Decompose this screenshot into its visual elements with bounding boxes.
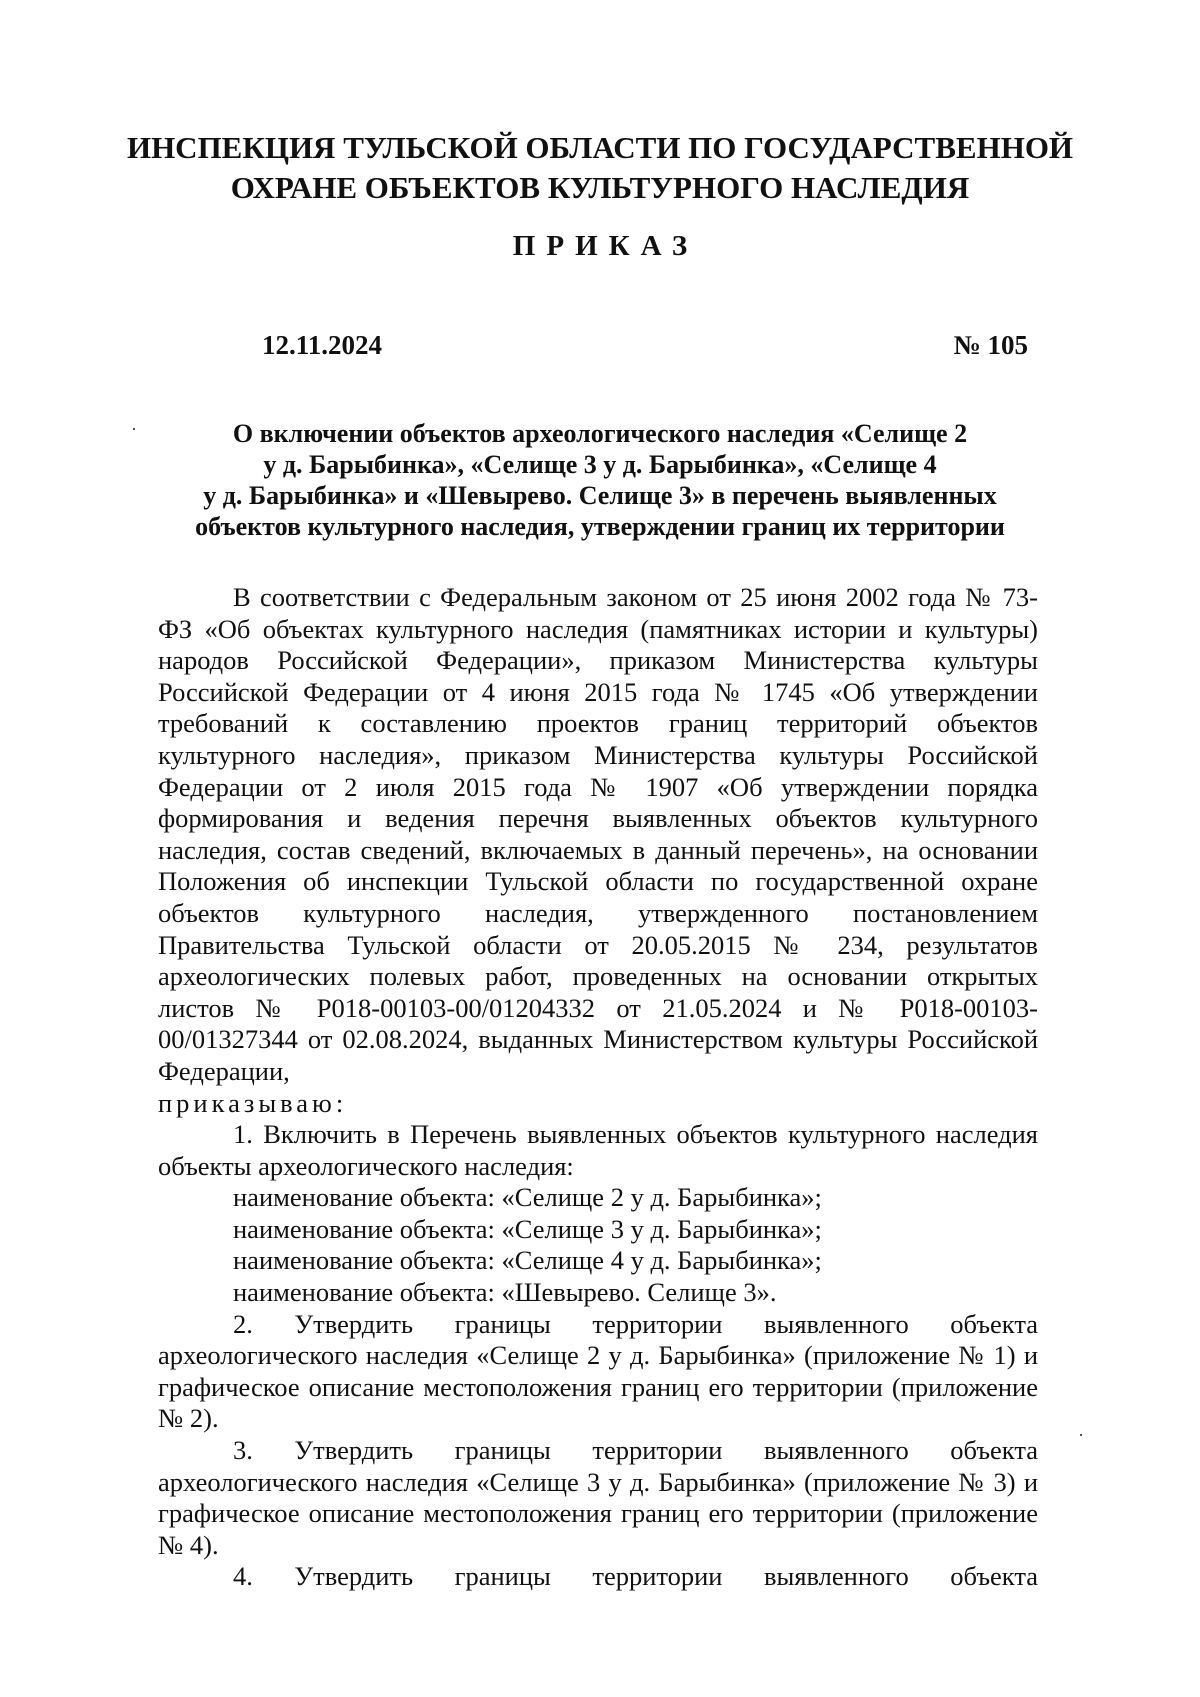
object-name-line-2: наименование объекта: «Селище 3 у д. Барыбинка»;: [233, 1213, 822, 1244]
scan-speck: [133, 428, 135, 430]
object-name-line-3: наименование объекта: «Селище 4 у д. Барыбинка»;: [233, 1245, 822, 1276]
document-type-title: ПРИКАЗ: [512, 230, 699, 262]
subject-line-3: у д. Барыбинка» и «Шевырево. Селище 3» в перечень выявленных: [203, 481, 997, 510]
document-subject: [0, 418, 1200, 542]
subject-line-1: О включении объектов археологического наследия «Селище 2: [232, 419, 968, 448]
organization-line-2: ОХРАНЕ ОБЪЕКТОВ КУЛЬТУРНОГО НАСЛЕДИЯ: [230, 170, 970, 205]
preamble-paragraph: В соответствии с Федеральным законом от 25 июня 2002 года № 73-ФЗ «Об объектах культурного наследия (памятниках истории и культуры) народов Российской Федерации», приказом Министерства культуры Российской Федерации от 4 июня 2015 года № 1745 «Об утверждении требований к составлению проектов границ территорий объектов культурного наследия», приказом Министерства культуры Российской Федерации от 2 июля 2015 года № 1907 «Об утверждении порядка формирования и ведения перечня выявленных объектов культурного наследия, состав сведений, включаемых в данный перечень», на основании Положения об инспекции Тульской области по государственной охране объектов культурного наследия, утвержденного постановлением Правительства Тульской области от 20.05.2015 № 234, результатов археологических полевых работ, проведенных на основании открытых листов № Р018-00103-00/01204332 от 21.05.2024 и № Р018-00103-00/01327344 от 02.08.2024, выданных Министерством культуры Российской Федерации,: [158, 582, 1038, 1086]
subject-line-4: объектов культурного наследия, утверждении границ их территории: [195, 512, 1005, 541]
document-body: [158, 582, 1038, 1593]
item-2-paragraph: 2. Утвердить границы территории выявленного объекта археологического наследия «Селище 2 у д. Барыбинка» (приложение № 1) и графическое описание местоположения границ его территории (приложение № 2).: [158, 1308, 1038, 1434]
subject-line-2: у д. Барыбинка», «Селище 3 у д. Барыбинка», «Селище 4: [263, 450, 937, 479]
object-name-line-4: наименование объекта: «Шевырево. Селище 3».: [233, 1277, 777, 1308]
item-4-paragraph-start: 4. Утвердить границы территории выявленного объекта: [233, 1561, 1038, 1592]
object-name-line-1: наименование объекта: «Селище 2 у д. Барыбинка»;: [233, 1182, 822, 1213]
organization-header: [0, 128, 1200, 208]
document-date: 12.11.2024: [262, 330, 383, 360]
document-number: № 105: [953, 330, 1028, 360]
scan-speck: [1080, 1434, 1082, 1436]
order-word: приказываю:: [158, 1087, 348, 1118]
organization-line-1: ИНСПЕКЦИЯ ТУЛЬСКОЙ ОБЛАСТИ ПО ГОСУДАРСТВЕННОЙ: [126, 130, 1074, 165]
item-1-paragraph: 1. Включить в Перечень выявленных объектов культурного наследия объекты археологического наследия:: [158, 1119, 1038, 1181]
item-3-paragraph: 3. Утвердить границы территории выявленного объекта археологического наследия «Селище 3 у д. Барыбинка» (приложение № 3) и графическое описание местоположения границ его территории (приложение № 4).: [158, 1435, 1038, 1560]
